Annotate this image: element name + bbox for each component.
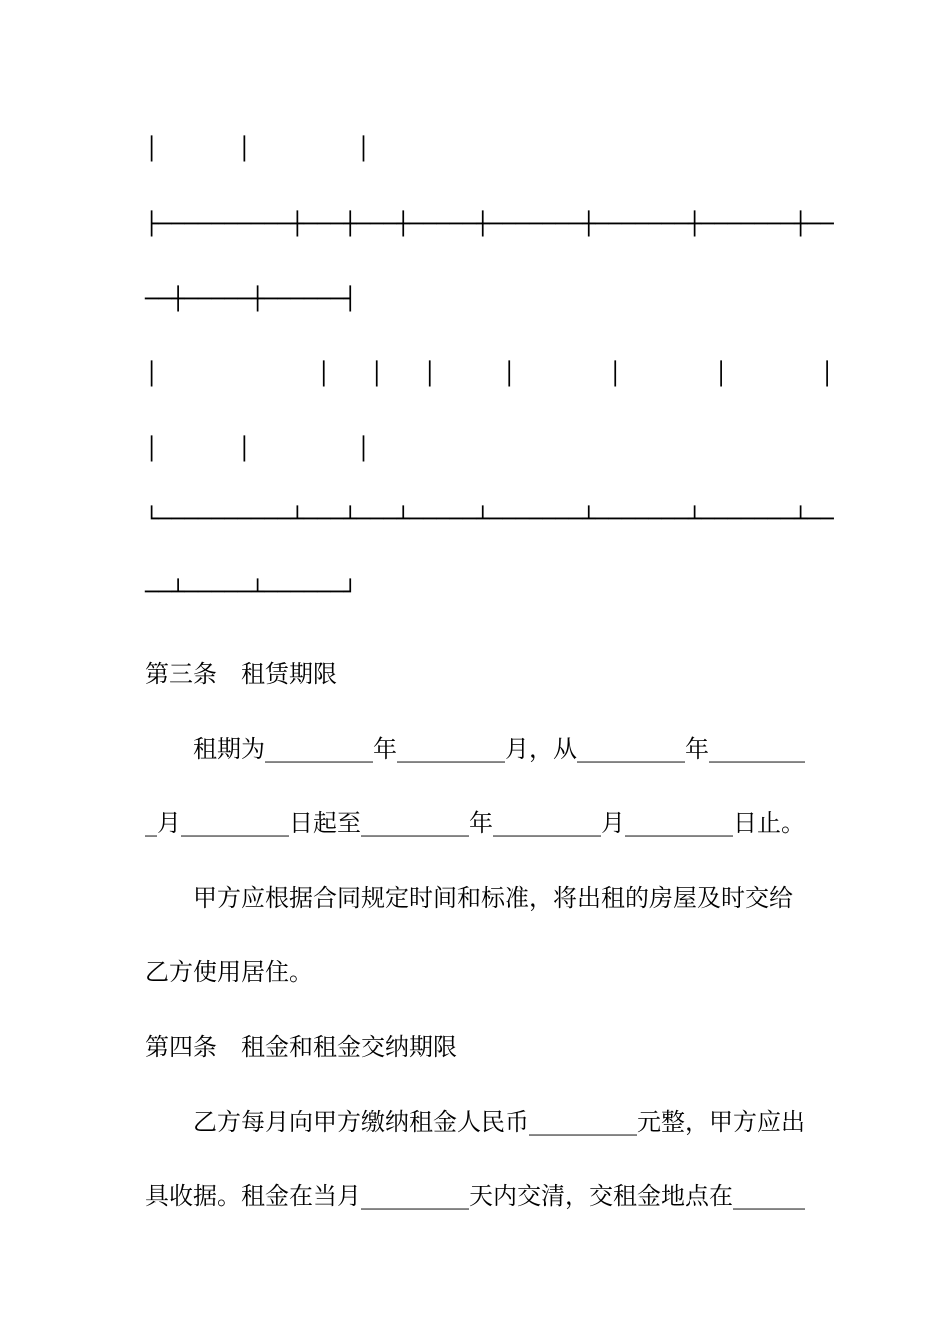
article-3-paragraph-2-cont: 乙方使用居住。 <box>145 958 313 986</box>
table-border-line: ├──────────┼───┼───┼─────┼───────┼───────┼───────┼── <box>145 212 834 237</box>
article-3-heading: 第三条 租赁期限 <box>145 660 337 688</box>
article-4-heading: 第四条 租金和租金交纳期限 <box>145 1033 457 1061</box>
article-4-paragraph-1-cont: 具收据。租金在当月_________天内交清，交租金地点在______ <box>145 1182 805 1210</box>
table-border-line: ──┴─────┴──────┘ <box>145 580 357 605</box>
table-border-line: │ │ │ │ │ │ │ │ <box>145 362 834 387</box>
article-3-paragraph-1: 租期为_________年_________月，从_________年________ <box>193 735 805 763</box>
table-border-line: │ │ │ <box>145 137 371 162</box>
article-3-paragraph-2: 甲方应根据合同规定时间和标准，将出租的房屋及时交给 <box>193 884 793 912</box>
table-border-line: ──┼─────┼──────┤ <box>145 287 357 312</box>
article-4-paragraph-1: 乙方每月向甲方缴纳租金人民币_________元整，甲方应出 <box>193 1108 805 1136</box>
article-3-paragraph-1-cont: _月_________日起至_________年_________月_________日止。 <box>145 809 805 837</box>
table-border-line: └──────────┴───┴───┴─────┴───────┴───────┴───────┴── <box>145 507 834 532</box>
table-border-line: │ │ │ <box>145 437 371 462</box>
